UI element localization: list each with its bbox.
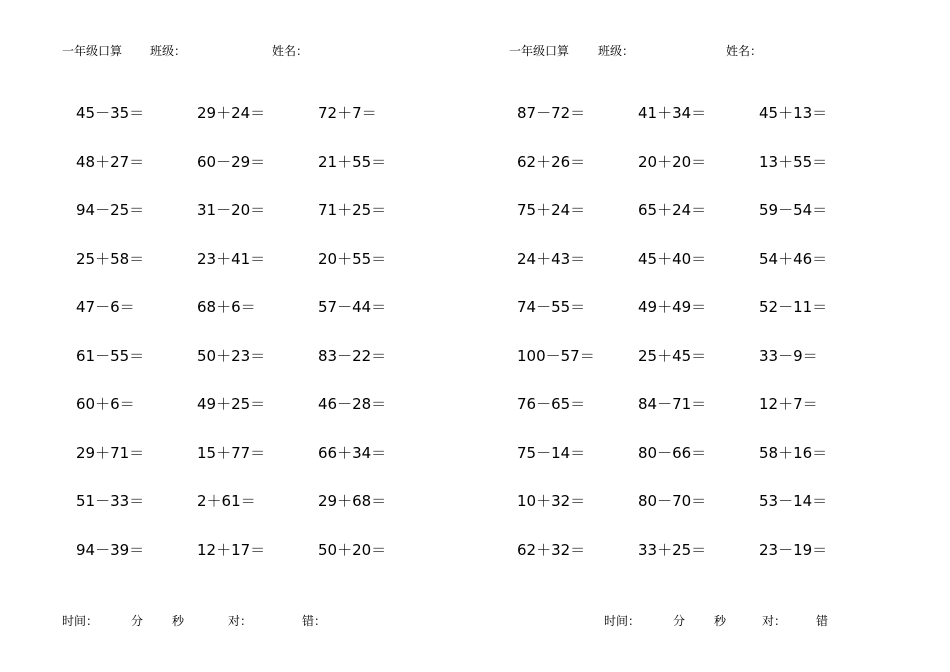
right-problem: 84－71＝ bbox=[638, 395, 707, 413]
right-problem: 62＋32＝ bbox=[517, 540, 586, 559]
left-class-label: 班级： bbox=[150, 44, 187, 58]
left-problem: 72＋7＝ bbox=[318, 104, 377, 122]
left-problem: 12＋17＝ bbox=[197, 540, 266, 559]
right-problem: 62＋26＝ bbox=[517, 152, 586, 171]
left-problem: 25＋58＝ bbox=[76, 249, 145, 268]
left-problem: 60－29＝ bbox=[197, 152, 266, 171]
left-name-label: 姓名： bbox=[272, 44, 309, 58]
left-sheet-title: 一年级口算 bbox=[62, 44, 123, 58]
right-wrong-label: 错 bbox=[816, 614, 829, 628]
left-wrong-label: 错： bbox=[302, 614, 327, 628]
right-problem: 52－11＝ bbox=[759, 298, 828, 316]
right-problem: 24＋43＝ bbox=[517, 249, 586, 268]
right-problem: 33＋25＝ bbox=[638, 540, 707, 559]
right-seconds-label: 秒 bbox=[714, 614, 727, 628]
right-name-label: 姓名： bbox=[726, 44, 763, 58]
left-minutes-label: 分 bbox=[131, 614, 144, 628]
right-problem: 45＋13＝ bbox=[759, 104, 828, 122]
right-problem: 100－57＝ bbox=[517, 346, 595, 365]
right-problem: 87－72＝ bbox=[517, 104, 586, 122]
right-problem: 75－14＝ bbox=[517, 443, 586, 462]
right-correct-label: 对： bbox=[762, 614, 787, 628]
right-problem: 54＋46＝ bbox=[759, 249, 828, 268]
right-time-label: 时间： bbox=[604, 614, 641, 628]
left-time-label: 时间： bbox=[62, 614, 99, 628]
left-problem: 45－35＝ bbox=[76, 104, 145, 122]
right-minutes-label: 分 bbox=[673, 614, 686, 628]
left-problem: 47－6＝ bbox=[76, 298, 135, 316]
left-problem: 29＋68＝ bbox=[318, 492, 387, 510]
left-problem: 2＋61＝ bbox=[197, 492, 256, 510]
left-problem: 29＋71＝ bbox=[76, 443, 145, 462]
left-problem: 71＋25＝ bbox=[318, 201, 387, 219]
right-sheet-title: 一年级口算 bbox=[509, 44, 570, 58]
left-problem: 46－28＝ bbox=[318, 395, 387, 413]
right-problem: 80－70＝ bbox=[638, 492, 707, 510]
left-problem: 29＋24＝ bbox=[197, 104, 266, 122]
left-problem: 57－44＝ bbox=[318, 298, 387, 316]
left-problem: 31－20＝ bbox=[197, 201, 266, 219]
right-problem: 58＋16＝ bbox=[759, 443, 828, 462]
left-problem: 83－22＝ bbox=[318, 346, 387, 365]
left-problem: 20＋55＝ bbox=[318, 249, 387, 268]
left-problem: 68＋6＝ bbox=[197, 298, 256, 316]
right-problem: 80－66＝ bbox=[638, 443, 707, 462]
right-problem: 41＋34＝ bbox=[638, 104, 707, 122]
right-problem: 20＋20＝ bbox=[638, 152, 707, 171]
left-problem: 61－55＝ bbox=[76, 346, 145, 365]
left-correct-label: 对： bbox=[228, 614, 253, 628]
left-problem: 50＋20＝ bbox=[318, 540, 387, 559]
left-problem: 50＋23＝ bbox=[197, 346, 266, 365]
left-problem: 48＋27＝ bbox=[76, 152, 145, 171]
left-seconds-label: 秒 bbox=[172, 614, 185, 628]
right-problem: 25＋45＝ bbox=[638, 346, 707, 365]
right-problem: 49＋49＝ bbox=[638, 298, 707, 316]
left-problem: 66＋34＝ bbox=[318, 443, 387, 462]
right-problem: 10＋32＝ bbox=[517, 492, 586, 510]
right-class-label: 班级： bbox=[598, 44, 635, 58]
right-problem: 74－55＝ bbox=[517, 298, 586, 316]
left-problem: 94－25＝ bbox=[76, 201, 145, 219]
right-problem: 23－19＝ bbox=[759, 540, 828, 559]
right-problem: 12＋7＝ bbox=[759, 395, 818, 413]
right-problem: 59－54＝ bbox=[759, 201, 828, 219]
right-problem: 75＋24＝ bbox=[517, 201, 586, 219]
right-problem: 33－9＝ bbox=[759, 346, 818, 365]
left-problem: 15＋77＝ bbox=[197, 443, 266, 462]
left-problem: 49＋25＝ bbox=[197, 395, 266, 413]
left-problem: 51－33＝ bbox=[76, 492, 145, 510]
right-problem: 65＋24＝ bbox=[638, 201, 707, 219]
right-problem: 45＋40＝ bbox=[638, 249, 707, 268]
left-problem: 21＋55＝ bbox=[318, 152, 387, 171]
right-problem: 53－14＝ bbox=[759, 492, 828, 510]
left-problem: 23＋41＝ bbox=[197, 249, 266, 268]
right-problem: 13＋55＝ bbox=[759, 152, 828, 171]
left-problem: 94－39＝ bbox=[76, 540, 145, 559]
left-problem: 60＋6＝ bbox=[76, 395, 135, 413]
right-problem: 76－65＝ bbox=[517, 395, 586, 413]
